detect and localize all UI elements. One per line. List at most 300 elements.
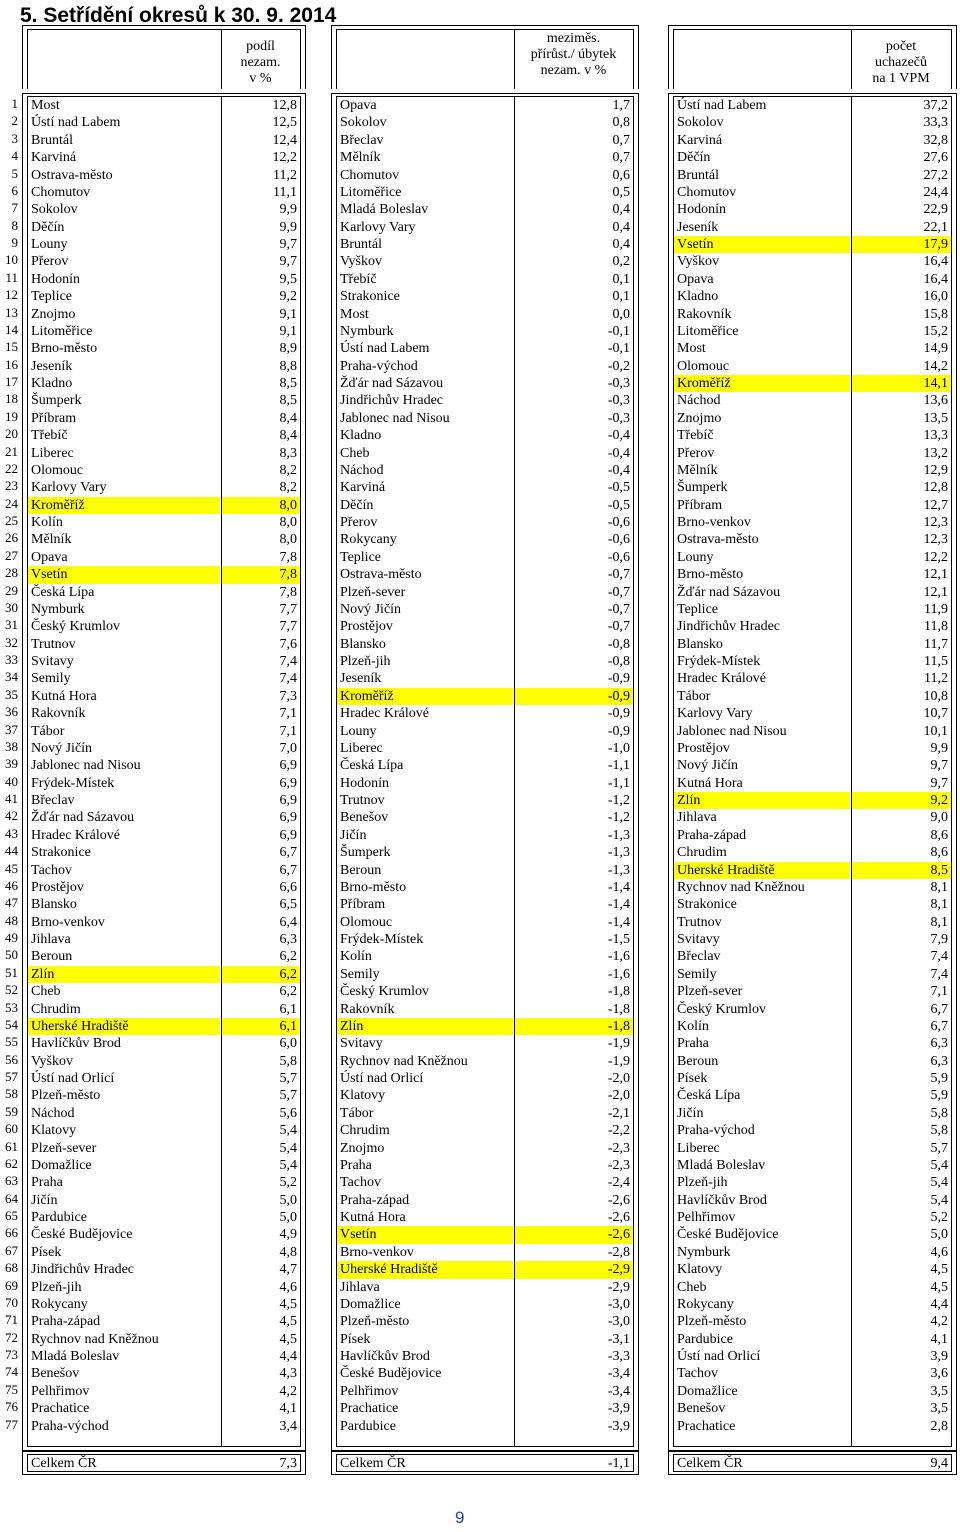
district-name: Praha — [340, 1157, 372, 1173]
table-row — [674, 1244, 951, 1261]
district-name: Uherské Hradiště — [28, 1018, 220, 1035]
district-value: -1,3 — [607, 862, 630, 878]
district-value: 1,7 — [612, 98, 630, 113]
district-name: Písek — [340, 1331, 371, 1347]
district-value: 7,0 — [279, 740, 297, 756]
district-name: Tachov — [677, 1366, 719, 1382]
district-name: Svitavy — [31, 654, 74, 669]
table-row — [674, 827, 951, 844]
row-number: 3 — [11, 130, 18, 146]
district-value: -1,1 — [607, 758, 630, 774]
district-name: Louny — [31, 237, 68, 252]
table-row — [674, 1157, 951, 1174]
district-name: Vsetín — [28, 566, 220, 583]
table-row — [28, 1053, 300, 1070]
table-row — [28, 97, 300, 114]
table-row — [674, 323, 951, 340]
row-number: 27 — [5, 547, 18, 563]
district-value: -0,7 — [607, 601, 630, 617]
table-row — [674, 1105, 951, 1122]
district-name: Ústí nad Orlicí — [31, 1071, 115, 1086]
table-row — [674, 1053, 951, 1070]
table-row — [28, 653, 300, 670]
district-name: Šumperk — [340, 845, 391, 861]
district-name: Blansko — [31, 897, 77, 913]
header-applicants-per-vacancy — [668, 25, 957, 89]
district-name: Frýdek-Místek — [677, 654, 761, 669]
table-row — [674, 1418, 951, 1435]
district-value: 6,0 — [279, 1036, 297, 1052]
district-value: 4,5 — [930, 1262, 948, 1278]
district-name: Bruntál — [31, 132, 73, 148]
district-value: -0,9 — [607, 723, 630, 739]
district-name: Jihlava — [31, 932, 71, 947]
district-name: Klatovy — [31, 1123, 77, 1139]
district-value: 7,4 — [279, 654, 297, 669]
district-value: 7,8 — [279, 584, 297, 600]
table-row — [337, 236, 633, 253]
table-row — [28, 723, 300, 740]
table-row — [674, 688, 951, 705]
district-value: 27,2 — [923, 167, 948, 183]
district-value: 9,0 — [930, 810, 948, 826]
district-value: 0,2 — [612, 254, 630, 270]
district-value: -1,4 — [607, 914, 630, 930]
district-value: 6,2 — [279, 984, 297, 1000]
row-number: 23 — [5, 478, 18, 494]
district-name: Praha-západ — [677, 827, 747, 843]
table-row — [674, 1192, 951, 1209]
district-name: Karviná — [340, 480, 386, 496]
table-row — [337, 392, 633, 409]
district-value: 0,4 — [612, 219, 630, 235]
district-name: Kladno — [31, 376, 73, 391]
district-value: 5,4 — [279, 1140, 297, 1156]
district-value: 0,5 — [612, 184, 630, 200]
table-row — [674, 983, 951, 1000]
table-row — [28, 670, 300, 687]
district-value: 6,9 — [279, 827, 297, 843]
district-value: 12,4 — [272, 132, 297, 148]
table-row — [337, 167, 633, 184]
district-name: Cheb — [31, 984, 61, 1000]
table-row — [28, 462, 300, 479]
table-row — [28, 966, 300, 983]
table-row — [28, 1331, 300, 1348]
district-value: -0,1 — [607, 341, 630, 357]
district-value: 16,0 — [923, 289, 948, 305]
district-name: Rychnov nad Kněžnou — [677, 879, 805, 895]
district-name: Znojmo — [31, 306, 76, 322]
table-row — [337, 271, 633, 288]
row-number: 6 — [11, 182, 18, 198]
district-name: Sokolov — [340, 115, 387, 131]
district-value: 12,2 — [923, 549, 948, 565]
district-value: -2,0 — [607, 1088, 630, 1104]
row-number: 15 — [5, 339, 18, 355]
district-name: Znojmo — [340, 1140, 385, 1156]
district-value: -2,6 — [607, 1210, 630, 1225]
district-name: Praha-západ — [340, 1192, 410, 1208]
row-number: 65 — [5, 1208, 18, 1223]
district-value: 3,6 — [930, 1366, 948, 1382]
table-row — [337, 1383, 633, 1400]
table-row — [28, 757, 300, 774]
district-value: 6,7 — [279, 862, 297, 878]
district-name: Prachatice — [31, 1401, 90, 1417]
table-row — [28, 375, 300, 392]
table-row — [28, 1209, 300, 1226]
row-number: 54 — [5, 1016, 18, 1032]
table-row — [28, 497, 300, 514]
table-row — [337, 97, 633, 114]
district-name: Rychnov nad Kněžnou — [31, 1331, 159, 1347]
table-row — [337, 1087, 633, 1104]
district-name: Nymburk — [677, 1244, 731, 1260]
row-number: 7 — [11, 200, 18, 216]
table-row — [337, 983, 633, 1000]
district-value: 8,8 — [279, 358, 297, 374]
table-row — [674, 1400, 951, 1417]
table-row — [28, 1174, 300, 1191]
district-name: Plzeň-sever — [340, 584, 406, 600]
table-row — [337, 1018, 633, 1035]
table-row — [674, 167, 951, 184]
table-row — [674, 201, 951, 218]
district-name: Jindřichův Hradec — [31, 1262, 135, 1278]
district-value: -0,4 — [607, 462, 630, 478]
row-number: 58 — [5, 1086, 18, 1102]
district-value: 16,4 — [923, 271, 948, 287]
district-name: Uherské Hradiště — [674, 862, 850, 879]
district-name: Litoměřice — [340, 184, 402, 200]
district-value: -2,6 — [607, 1192, 630, 1208]
district-name: Vsetín — [337, 1226, 513, 1243]
district-value: 5,8 — [930, 1123, 948, 1139]
district-value: -0,8 — [607, 654, 630, 669]
row-number: 41 — [5, 791, 18, 806]
district-name: Český Krumlov — [31, 619, 121, 635]
row-number: 56 — [5, 1051, 18, 1067]
table-row — [674, 775, 951, 792]
district-value: 6,9 — [279, 758, 297, 774]
table-row — [28, 775, 300, 792]
header-share-unemployed — [22, 25, 306, 89]
table-row — [337, 1122, 633, 1139]
district-value: 11,9 — [924, 601, 948, 617]
district-name: Beroun — [677, 1053, 719, 1069]
district-value: 9,1 — [279, 306, 297, 322]
district-name: Kutná Hora — [677, 775, 743, 791]
district-value: 4,6 — [930, 1244, 948, 1260]
district-name: Olomouc — [31, 462, 84, 478]
table-row — [337, 549, 633, 566]
row-number: 72 — [5, 1329, 18, 1345]
district-name: Domažlice — [677, 1383, 738, 1399]
district-name: Havlíčkův Brod — [677, 1192, 767, 1208]
table-row — [28, 323, 300, 340]
row-number: 9 — [11, 235, 18, 250]
district-name: Liberec — [677, 1140, 720, 1156]
district-name: Plzeň-sever — [677, 984, 743, 1000]
district-name: Rokycany — [677, 1296, 734, 1312]
district-name: Liberec — [340, 740, 383, 756]
district-name: Beroun — [31, 949, 73, 965]
district-name: Tachov — [31, 862, 73, 878]
district-value: 8,5 — [852, 862, 951, 879]
table-row — [674, 1348, 951, 1365]
district-name: Opava — [677, 271, 714, 287]
district-name: Most — [31, 98, 60, 113]
table-row — [28, 931, 300, 948]
district-value: 8,1 — [930, 914, 948, 930]
district-value: -0,6 — [607, 549, 630, 565]
district-name: Pardubice — [677, 1331, 733, 1347]
district-value: 8,5 — [279, 393, 297, 409]
district-name: Kutná Hora — [340, 1210, 406, 1225]
row-number: 59 — [5, 1103, 18, 1119]
table-row — [674, 1087, 951, 1104]
table-row — [337, 757, 633, 774]
row-number: 40 — [5, 773, 18, 789]
district-name: Louny — [340, 723, 377, 739]
district-name: Česká Lípa — [677, 1088, 741, 1104]
district-name: Písek — [31, 1244, 62, 1260]
district-name: Teplice — [340, 549, 381, 565]
district-value: -3,0 — [607, 1296, 630, 1312]
row-number: 67 — [5, 1242, 18, 1258]
district-value: 3,4 — [279, 1418, 297, 1434]
district-value: 11,7 — [924, 636, 948, 652]
table-monthly-change — [331, 93, 639, 1451]
table-row — [674, 1035, 951, 1052]
row-number: 13 — [5, 304, 18, 320]
district-name: Prostějov — [677, 740, 730, 756]
district-name: Rychnov nad Kněžnou — [340, 1053, 468, 1069]
table-row — [28, 184, 300, 201]
table-row — [28, 1122, 300, 1139]
row-number: 42 — [5, 808, 18, 824]
row-number: 44 — [5, 843, 18, 859]
district-name: Kladno — [677, 289, 719, 305]
district-value: -1,6 — [607, 966, 630, 982]
district-value: -0,7 — [607, 567, 630, 583]
row-number: 34 — [5, 669, 18, 685]
row-number: 69 — [5, 1277, 18, 1293]
district-name: Příbram — [31, 410, 77, 426]
district-name: Bruntál — [677, 167, 719, 183]
table-row — [337, 636, 633, 653]
district-value: 8,9 — [279, 341, 297, 357]
table-row — [337, 1174, 633, 1191]
district-value: 4,7 — [279, 1262, 297, 1278]
header-line: podíl — [246, 39, 275, 54]
table-row — [674, 531, 951, 548]
district-name: Vyškov — [677, 254, 720, 270]
district-value: 9,7 — [279, 254, 297, 270]
district-name: Děčín — [340, 497, 374, 513]
district-value: -1,8 — [607, 1001, 630, 1017]
district-name: Benešov — [340, 810, 389, 826]
district-value: 14,2 — [923, 358, 948, 374]
table-row — [28, 132, 300, 149]
table-share-unemployed — [22, 93, 306, 1451]
district-name: Kladno — [340, 428, 382, 444]
district-name: Plzeň-jih — [677, 1175, 728, 1191]
district-value: 0,4 — [612, 202, 630, 218]
district-value: 5,0 — [279, 1210, 297, 1225]
district-name: Písek — [677, 1071, 708, 1086]
district-value: 13,3 — [923, 428, 948, 444]
table-row — [337, 462, 633, 479]
table-row — [28, 844, 300, 861]
district-name: Cheb — [340, 445, 370, 461]
row-number: 38 — [5, 738, 18, 754]
total-row-change — [331, 1451, 639, 1475]
table-row — [28, 584, 300, 601]
district-name: Mělník — [31, 532, 72, 548]
district-name: Trutnov — [340, 793, 385, 808]
table-row — [28, 340, 300, 357]
table-row — [674, 1001, 951, 1018]
table-row — [674, 149, 951, 166]
district-name: Český Krumlov — [340, 984, 430, 1000]
district-name: Teplice — [677, 601, 718, 617]
table-row — [337, 618, 633, 635]
header-line: meziměs. — [546, 31, 601, 46]
table-row — [674, 1209, 951, 1226]
table-row — [674, 427, 951, 444]
district-value: -0,4 — [607, 428, 630, 444]
district-value: -1,5 — [607, 932, 630, 947]
district-value: 4,5 — [279, 1296, 297, 1312]
row-number: 24 — [5, 495, 18, 511]
district-value: -0,3 — [607, 376, 630, 391]
district-name: Brno-venkov — [340, 1244, 414, 1260]
district-value: 22,9 — [923, 202, 948, 218]
district-name: Most — [677, 341, 706, 357]
table-row — [28, 983, 300, 1000]
district-value: -1,6 — [607, 949, 630, 965]
table-row — [674, 514, 951, 531]
district-name: Trutnov — [677, 914, 722, 930]
district-value: -3,1 — [607, 1331, 630, 1347]
table-row — [674, 1226, 951, 1243]
table-row — [674, 1331, 951, 1348]
district-name: Praha-východ — [340, 358, 418, 374]
district-name: Pardubice — [340, 1418, 396, 1434]
district-name: Olomouc — [340, 914, 393, 930]
district-name: Ostrava-město — [31, 167, 113, 183]
table-row — [337, 375, 633, 392]
district-value: -1,4 — [607, 897, 630, 913]
district-value: -0,9 — [607, 671, 630, 687]
district-value: 12,8 — [272, 98, 297, 113]
district-name: Blansko — [340, 636, 386, 652]
district-name: Česká Lípa — [340, 758, 404, 774]
district-value: 4,4 — [279, 1349, 297, 1364]
district-name: Mělník — [340, 150, 381, 166]
district-value: 12,5 — [272, 115, 297, 131]
district-name: Zlín — [28, 966, 220, 983]
district-name: Chrudim — [31, 1001, 81, 1017]
table-row — [337, 1400, 633, 1417]
district-name: Pelhřimov — [31, 1383, 90, 1399]
table-row — [674, 184, 951, 201]
district-name: Prostějov — [31, 879, 84, 895]
district-name: Kolín — [677, 1018, 709, 1034]
district-name: Frýdek-Místek — [340, 932, 424, 947]
district-value: -3,3 — [607, 1349, 630, 1364]
district-value: 13,6 — [923, 393, 948, 409]
district-name: Chomutov — [31, 184, 91, 200]
district-value: 9,9 — [279, 202, 297, 218]
table-row — [674, 392, 951, 409]
table-row — [337, 340, 633, 357]
district-name: České Budějovice — [31, 1227, 133, 1243]
table-row — [674, 479, 951, 496]
district-value: 27,6 — [923, 150, 948, 166]
district-value: 7,7 — [279, 601, 297, 617]
total-row-share — [22, 1451, 306, 1475]
table-row — [674, 584, 951, 601]
table-row — [337, 184, 633, 201]
table-row — [674, 1174, 951, 1191]
table-row — [28, 1087, 300, 1104]
table-row — [337, 531, 633, 548]
district-name: Tábor — [677, 688, 711, 704]
row-number: 22 — [5, 460, 18, 476]
district-value: -3,0 — [607, 1314, 630, 1330]
table-rows — [674, 97, 951, 1435]
district-value: 6,5 — [279, 897, 297, 913]
table-row — [28, 1035, 300, 1052]
district-value: 7,3 — [279, 688, 297, 704]
district-name: Pelhřimov — [340, 1383, 399, 1399]
row-number: 43 — [5, 825, 18, 841]
table-row — [337, 740, 633, 757]
district-name: Benešov — [677, 1401, 726, 1417]
district-value: 5,4 — [930, 1192, 948, 1208]
district-value: 5,6 — [279, 1105, 297, 1121]
district-value: -1,4 — [607, 879, 630, 895]
table-row — [674, 271, 951, 288]
district-value: 4,2 — [279, 1383, 297, 1399]
district-name: Domažlice — [340, 1296, 401, 1312]
table-row — [28, 201, 300, 218]
table-row — [28, 1348, 300, 1365]
district-value: 9,2 — [852, 792, 951, 809]
district-name: Prachatice — [677, 1418, 736, 1434]
table-row — [28, 914, 300, 931]
district-name: Trutnov — [31, 636, 76, 652]
table-row — [28, 1365, 300, 1382]
table-row — [337, 1365, 633, 1382]
district-name: Pardubice — [31, 1210, 87, 1225]
table-row — [337, 566, 633, 583]
district-name: Hradec Králové — [677, 671, 767, 687]
total-label: Celkem ČR — [677, 1456, 743, 1471]
table-row — [674, 288, 951, 305]
table-row — [674, 1365, 951, 1382]
district-value: 9,7 — [930, 775, 948, 791]
district-name: Strakonice — [31, 845, 91, 861]
district-name: Příbram — [340, 897, 386, 913]
district-value: -3,9 — [607, 1418, 630, 1434]
table-row — [674, 358, 951, 375]
district-value: 8,2 — [279, 480, 297, 496]
district-name: Ostrava-město — [677, 532, 759, 548]
